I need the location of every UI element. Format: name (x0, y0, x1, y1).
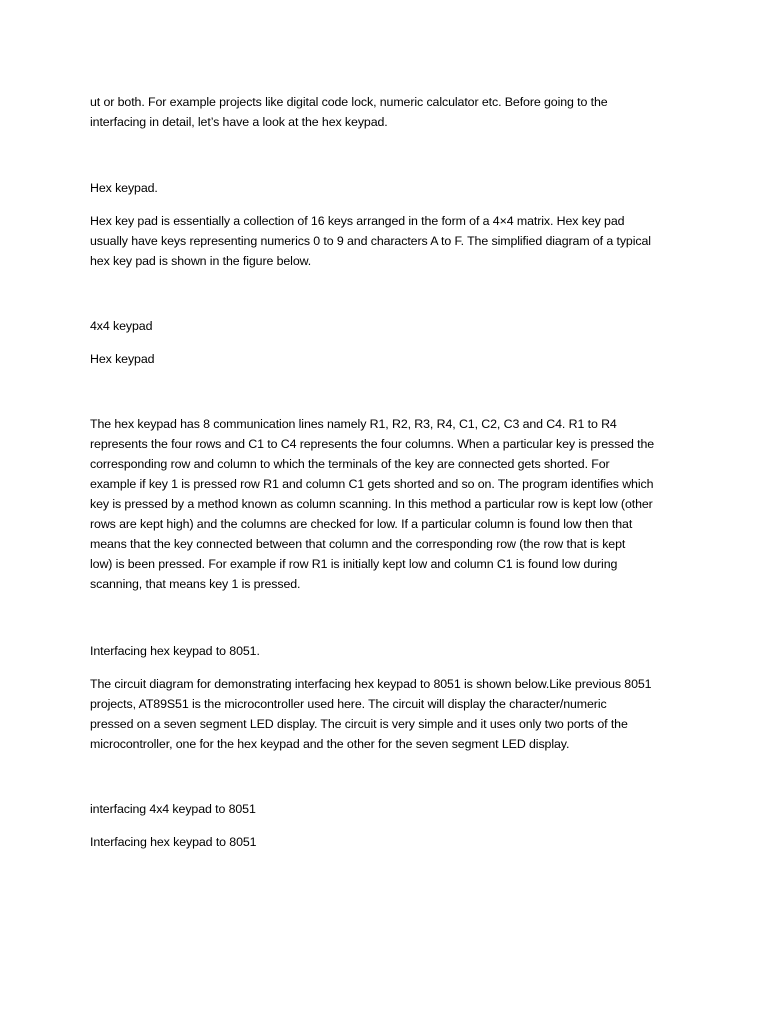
heading-text: Hex keypad. (90, 181, 158, 195)
comm-line-9: scanning, that means key 1 is pressed. (90, 577, 301, 591)
desc-line-2: usually have keys representing numerics 0 to 9 and characters A to F. The simplified diagram of a typical (90, 234, 651, 248)
comm-line-2: represents the four rows and C1 to C4 represents the four columns. When a particular key is pressed the (90, 437, 655, 451)
circuit-line-3: pressed on a seven segment LED display. The circuit is very simple and it uses only two ports of the (90, 717, 628, 731)
intro-line-2: interfacing in detail, let’s have a look at the hex keypad. (90, 115, 388, 129)
desc-line-3: hex key pad is shown in the figure below. (90, 254, 312, 268)
figure-caption-4x4-keypad (90, 316, 690, 336)
comm-line-8: low) is been pressed. For example if row R1 is initially kept low and column C1 is found low during (90, 557, 618, 571)
figure-caption-interfacing-4x4 (90, 799, 690, 819)
figure-caption-hex-keypad (90, 349, 690, 369)
caption-text: interfacing 4x4 keypad to 8051 (90, 802, 256, 816)
hex-keypad-description (90, 211, 690, 271)
figure-caption-interfacing-hex (90, 832, 690, 852)
comm-line-1: The hex keypad has 8 communication lines namely R1, R2, R3, R4, C1, C2, C3 and C4. R1 to R4 (90, 417, 617, 431)
comm-line-5: key is pressed by a method known as column scanning. In this method a particular row is kept low (other (90, 497, 653, 511)
circuit-line-4: microcontroller, one for the hex keypad and the other for the seven segment LED display. (90, 737, 570, 751)
section-heading-interfacing (90, 641, 690, 661)
circuit-line-2: projects, AT89S51 is the microcontroller used here. The circuit will display the character/numeric (90, 697, 607, 711)
communication-lines-paragraph (90, 414, 690, 594)
intro-paragraph (90, 92, 690, 132)
comm-line-6: rows are kept high) and the columns are checked for low. If a particular column is found low then that (90, 517, 633, 531)
desc-line-1: Hex key pad is essentially a collection of 16 keys arranged in the form of a 4×4 matrix. Hex key pad (90, 214, 625, 228)
comm-line-7: means that the key connected between that column and the corresponding row (the row that is kept (90, 537, 626, 551)
section-heading-hex-keypad (90, 178, 690, 198)
comm-line-4: example if key 1 is pressed row R1 and column C1 gets shorted and so on. The program identifies which (90, 477, 654, 491)
caption-text: Hex keypad (90, 352, 155, 366)
caption-text: Interfacing hex keypad to 8051 (90, 835, 257, 849)
caption-text: 4x4 keypad (90, 319, 153, 333)
circuit-description-paragraph (90, 674, 690, 754)
comm-line-3: corresponding row and column to which the terminals of the key are connected gets shorted. For (90, 457, 610, 471)
heading-text: Interfacing hex keypad to 8051. (90, 644, 260, 658)
circuit-line-1: The circuit diagram for demonstrating interfacing hex keypad to 8051 is shown below.Like previous 8051 (90, 677, 652, 691)
intro-line-1: ut or both. For example projects like digital code lock, numeric calculator etc. Before going to the (90, 95, 608, 109)
